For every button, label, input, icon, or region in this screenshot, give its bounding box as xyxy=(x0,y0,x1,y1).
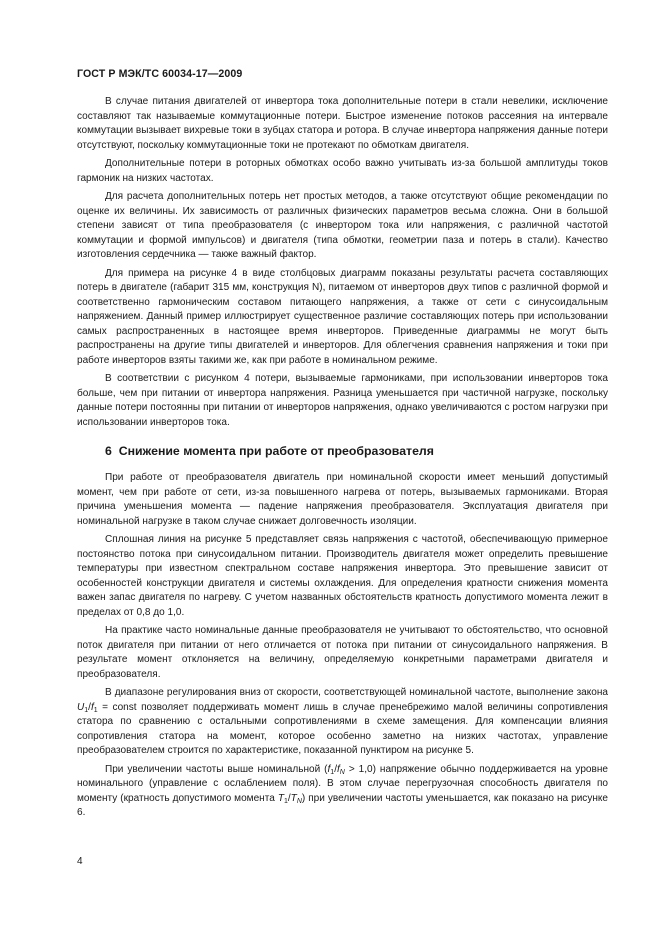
symbol-fn: f xyxy=(337,763,340,775)
document-header: ГОСТ Р МЭК/ТС 60034-17—2009 xyxy=(77,68,243,80)
symbol-f1: f xyxy=(327,763,331,775)
text-run: / xyxy=(334,763,337,775)
paragraph-5: В соответствии с рисунком 4 потери, вызываемые гармониками, при использовании инверторов тока больше, чем при питании от инвертора напряжения. Разница уменьшается при частичной нагрузке, поскольку данные потери постоянны при питании от инверторов напряжения, однако увеличиваются с ростом нагрузки при использовании инверторов тока. xyxy=(77,373,608,428)
text-run: > 1,0) напряжение обычно поддерживается на уровне номинального (управление с ослаблением поля). В этом случае перегрузочная способность двигателя по моменту (кратность допустимого момента xyxy=(77,763,608,804)
text-run: При увеличении частоты выше номинальной ( xyxy=(105,763,328,775)
section-paragraph-4 xyxy=(77,686,608,759)
section-paragraph-3: На практике часто номинальные данные преобразователя не учитывают то обстоятельство, что основной поток двигателя при питании от него отличается от потока при питании от синусоидального напряжения. В результате момент отклоняется на величину, определяемую конкретными параметрами двигателя и преобразователя. xyxy=(77,625,608,680)
text-run: = const позволяет поддерживать момент лишь в случае пренебрежимо малой величины сопротивления статора по сравнению с остальными сопротивлениями в схеме замещения. Для компенсации влияния сопротивления статора на момент, которое особенно заметно на низких частотах, управление преобразователем строится по характеристике, показанной пунктиром на рисунке 5. xyxy=(77,701,608,756)
subscript: N xyxy=(296,797,302,805)
subscript: N xyxy=(339,768,345,776)
text-run: ) при увеличении частоты уменьшается, как показано на рисунке 6. xyxy=(77,792,608,818)
paragraph-3: Для расчета дополнительных потерь нет простых методов, а также отсутствуют общие рекомендации по оценке их величины. Их зависимость от различных физических параметров весьма сложна. Они в большой степени зависят от типа преобразователя (с инвертором тока или напряжения, с различной частотой коммутации и формой импульсов) и двигателя (типа обмотки, геометрии паза и потерь в стали). Качество изготовления сердечника — также важный фактор. xyxy=(77,191,608,260)
subscript: 1 xyxy=(93,706,98,714)
subscript: 1 xyxy=(330,768,335,776)
document-body xyxy=(77,95,608,825)
paragraph-4: Для примера на рисунке 4 в виде столбцовых диаграмм показаны результаты расчета составляющих потерь в двигателе (габарит 315 мм, конструкция N), питаемом от инверторов двух типов с различной формой и соответственно гармоническим составом питающего напряжения, а также от сети с синусоидальным напряжением. Данный пример иллюстрирует существенное различие составляющих потерь при использовании самых распространенных в настоящее время инверторов. Приведенные диаграммы не могут быть распространены на другие типы двигателей и инверторов. Для облегчения сравнения напряжения и токи при работе инверторов взяты такими же, как при работе в номинальном режиме. xyxy=(77,267,608,366)
page-number: 4 xyxy=(77,856,83,867)
section-paragraph-5 xyxy=(77,763,608,821)
section-heading xyxy=(105,443,608,459)
section-paragraph-1: При работе от преобразователя двигатель при номинальной скорости имеет меньший допустимый момент, чем при работе от сети, из-за повышенного нагрева от потерь, вызываемых гармониками. Вторая причина уменьшения момента — падение напряжения преобразователя. Эксплуатация двигателя при номинальной нагрузке в таком случае снижает долговечность изоляции. xyxy=(77,472,608,527)
text-run: / xyxy=(287,792,291,804)
symbol-t1: T xyxy=(277,792,284,804)
symbol-f: f xyxy=(90,701,94,713)
section-number: 6 xyxy=(105,444,112,458)
section-paragraph-2: Сплошная линия на рисунке 5 представляет связь напряжения с частотой, обеспечивающую примерное постоянство потока при синусоидальном питании. Производитель двигателя может определить превышение температуры при известном спектральном составе напряжения инвертора. Это превышение зависит от особенностей конструкции двигателя и системы охлаждения. Для определения кратности снижения момента важен запас двигателя по нагреву. С учетом названных обстоятельств кратность допустимого момента лежит в пределах от 0,8 до 1,0. xyxy=(77,534,608,618)
section-title: Снижение момента при работе от преобразователя xyxy=(118,444,434,458)
text-run: В диапазоне регулирования вниз от скорости, соответствующей номинальной частоте, выполнение закона xyxy=(105,687,608,698)
symbol-u: U xyxy=(77,701,85,713)
text-run: / xyxy=(88,701,91,713)
subscript: 1 xyxy=(283,797,288,805)
paragraph-1: В случае питания двигателей от инвертора тока дополнительные потери в стали невелики, исключение составляют так называемые коммутационные потери. Быстрое изменение потоков рассеяния на интервале коммутации вызывает вихревые токи в зубцах статора и ротора. В случае инвертора напряжения данные потери отсутствуют, поскольку коммутационные токи не протекают по обмоткам двигателя. xyxy=(77,96,608,151)
paragraph-2: Дополнительные потери в роторных обмотках особо важно учитывать из-за большой амплитуды токов гармоник на низких частотах. xyxy=(77,158,608,184)
symbol-tn: T xyxy=(290,792,297,804)
subscript: 1 xyxy=(84,706,89,714)
